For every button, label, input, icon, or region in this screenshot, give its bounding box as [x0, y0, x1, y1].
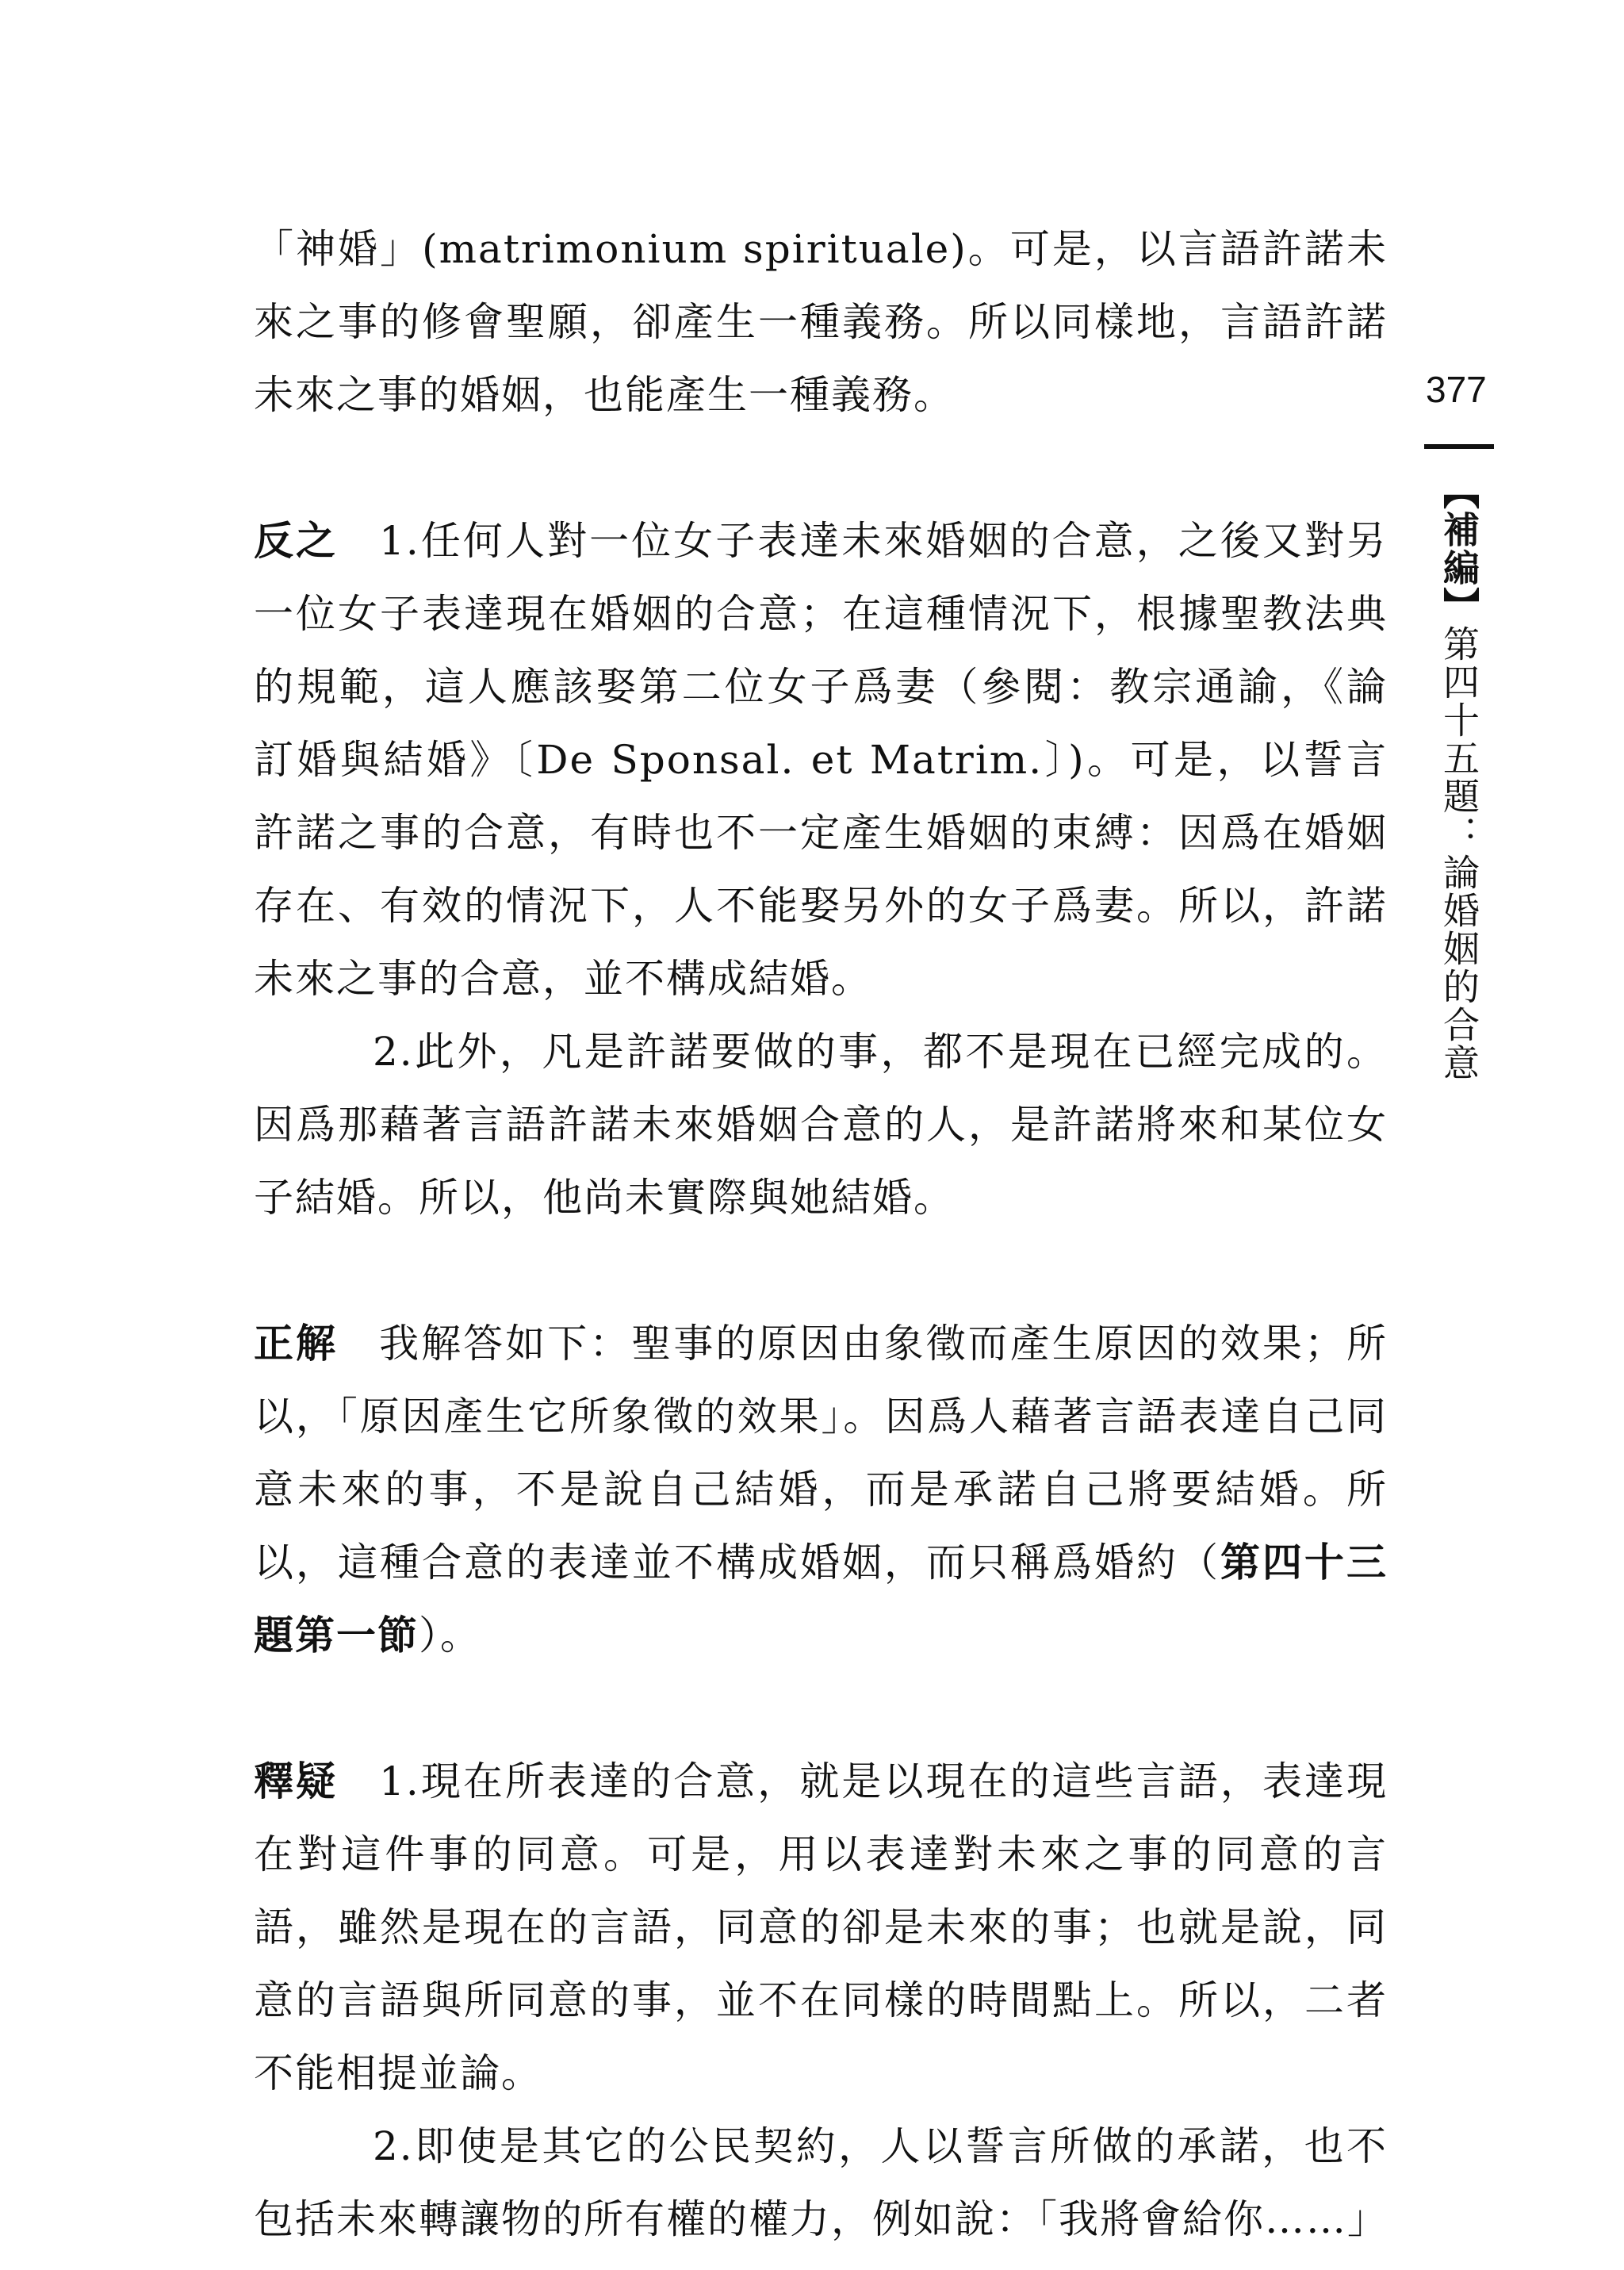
running-head-section: 【補編】 [1438, 473, 1480, 625]
replies-point-1: 1.現在所表達的合意，就是以現在的這些言語，表達現在對這件事的同意。可是，用以表達對未來之事的同意的言語，雖然是現在的言語，同意的卻是未來的事；也就是說，同意的言語與所同意的事，並不在同樣的時間點上。所以，二者不能相提並論。 [254, 1758, 1388, 2096]
page-number: 377 [1426, 369, 1487, 410]
contra-paragraph-1 [254, 504, 1388, 1015]
replies-paragraph-2: 2.即使是其它的公民契約，人以誓言所做的承諾，也不包括未來轉讓物的所有權的權力，例如說：「我將會給你……」 [254, 2123, 1388, 2242]
answer-paragraph [254, 1307, 1388, 1672]
side-rule [1424, 444, 1494, 449]
paragraph-gap [254, 431, 1388, 504]
answer-close: ）。 [419, 1612, 481, 1658]
contra-label: 反之 [254, 518, 339, 564]
running-head-title: 第四十五題：論婚姻的合意 [1438, 625, 1480, 1082]
answer-reference: 第四十三題第一節 [254, 1540, 1388, 1658]
paragraph-gap [254, 1672, 1388, 1745]
replies-paragraph-1 [254, 1745, 1388, 2110]
contra-paragraph-2: 2.此外，凡是許諾要做的事，都不是現在已經完成的。因爲那藉著言語許諾未來婚姻合意的人，是許諾將來和某位女子結婚。所以，他尚未實際與她結婚。 [254, 1029, 1388, 1221]
replies-label: 釋疑 [254, 1758, 339, 1804]
body-text [254, 213, 1388, 2256]
intro-paragraph: 「神婚」(matrimonium spirituale)。可是，以言語許諾未來之事的修會聖願，卻產生一種義務。所以同樣地，言語許諾未來之事的婚姻，也能產生一種義務。 [254, 226, 1388, 418]
contra-point-1: 1.任何人對一位女子表達未來婚姻的合意，之後又對另一位女子表達現在婚姻的合意；在這種情況下，根據聖教法典的規範，這人應該娶第二位女子爲妻（參閱：教宗通諭，《論訂婚與結婚》〔De Sponsal. et Matrim.〕)。可是，以誓言許諾之事的合意，有時也不一定產生婚姻的束縛：因爲在婚姻存在、有效的情況下，人不能娶另外的女子爲妻。所以，許諾未來之事的合意，並不構成結婚。 [254, 518, 1388, 1002]
paragraph-gap [254, 1234, 1388, 1307]
answer-text: 我解答如下：聖事的原因由象徵而產生原因的效果；所以，「原因產生它所象徵的效果」。因爲人藉著言語表達自己同意未來的事，不是說自己結婚，而是承諾自己將要結婚。所以，這種合意的表達並不構成婚姻，而只稱爲婚約（ [254, 1321, 1388, 1586]
running-head [1434, 473, 1484, 1082]
answer-label: 正解 [254, 1321, 339, 1367]
